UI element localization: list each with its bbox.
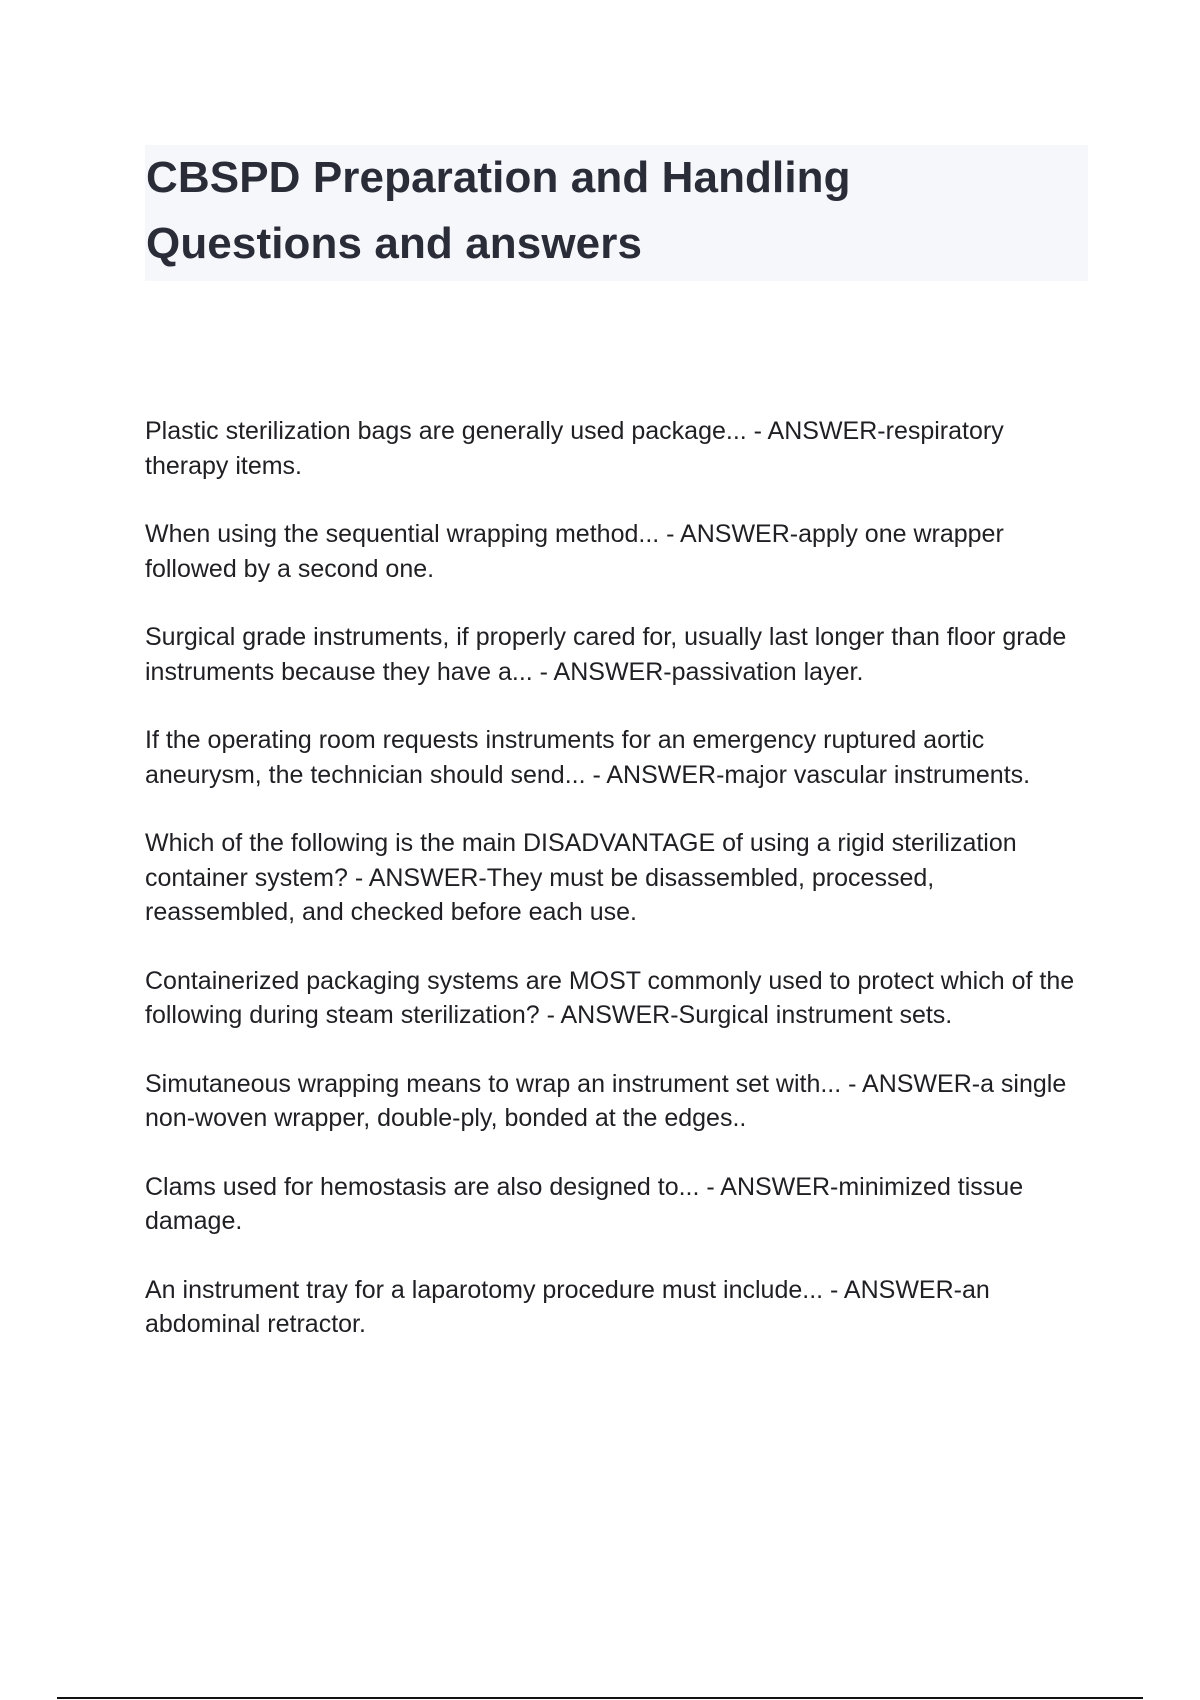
qa-item: If the operating room requests instruments for an emergency ruptured aortic aneurysm, the technician should send... - ANSWER-major vascular instruments.: [145, 726, 1031, 789]
title-block: [145, 145, 1088, 281]
qa-list: [145, 414, 1090, 1376]
qa-item: Simutaneous wrapping means to wrap an instrument set with... - ANSWER-a single non-woven wrapper, double-ply, bonded at the edges..: [145, 1069, 1067, 1132]
qa-item: Containerized packaging systems are MOST commonly used to protect which of the following during steam sterilization? - ANSWER-Surgical instrument sets.: [145, 966, 1075, 1029]
qa-item: Plastic sterilization bags are generally used package... - ANSWER-respiratory therapy items.: [145, 417, 1004, 480]
title-line-1: CBSPD Preparation and Handling: [146, 153, 851, 202]
page-title: [146, 145, 1088, 277]
qa-item: Which of the following is the main DISADVANTAGE of using a rigid sterilization container system? - ANSWER-They must be disassembled, processed, reassembled, and checked before each use.: [145, 829, 1017, 926]
title-line-2: Questions and answers: [146, 219, 643, 268]
bottom-divider: [57, 1697, 1143, 1699]
qa-item: When using the sequential wrapping method... - ANSWER-apply one wrapper followed by a second one.: [145, 520, 1004, 583]
qa-item: An instrument tray for a laparotomy procedure must include... - ANSWER-an abdominal retractor.: [145, 1275, 990, 1338]
qa-item: Surgical grade instruments, if properly cared for, usually last longer than floor grade instruments because they have a... - ANSWER-passivation layer.: [145, 623, 1067, 686]
qa-item: Clams used for hemostasis are also designed to... - ANSWER-minimized tissue damage.: [145, 1172, 1024, 1235]
